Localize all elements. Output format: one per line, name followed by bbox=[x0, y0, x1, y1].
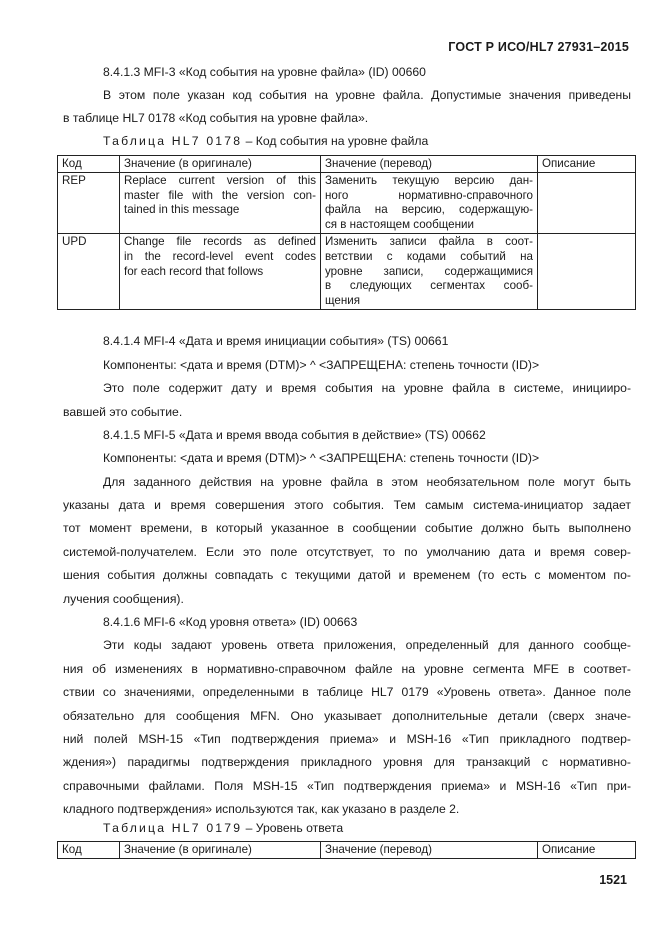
paragraph-line: обязательно для сообщения MFN. Оно указывает дополнительные детали (сверх значе- bbox=[63, 709, 631, 723]
table-caption-prefix: Таблица HL7 0178 bbox=[103, 134, 243, 148]
table-caption bbox=[103, 818, 343, 838]
cell-description bbox=[538, 172, 636, 233]
table-caption bbox=[103, 131, 428, 151]
column-header: Значение (в оригинале) bbox=[120, 842, 321, 859]
paragraph-line: шения события должны совпадать с текущими датой и временем (то есть с моментом по- bbox=[63, 568, 631, 582]
cell-line: ветствии с кодами событий на bbox=[325, 249, 533, 263]
paragraph-line: кладного подтверждения» используются так, как указано в разделе 2. bbox=[63, 802, 460, 816]
paragraph-line: тот момент времени, в который указанное в сообщении событие должно быть выполнено bbox=[63, 521, 631, 535]
paragraph-line: В этом поле указан код события на уровне файла. Допустимые значения приведены bbox=[103, 88, 631, 102]
cell-code: REP bbox=[58, 172, 120, 233]
table-caption-text: – Уровень ответа bbox=[242, 821, 344, 835]
cell-line: master file with the version con- bbox=[124, 188, 316, 202]
cell-line: Заменить текущую версию дан- bbox=[325, 173, 533, 187]
section-heading-8414: 8.4.1.4 MFI-4 «Дата и время инициации события» (TS) 00661 bbox=[103, 334, 449, 348]
paragraph-line: указаны дата и время совершения этого события. Тем самым система-инициатор задает bbox=[63, 498, 631, 512]
cell-line: ся в настоящем сообщении bbox=[325, 218, 474, 232]
cell-original bbox=[120, 233, 321, 309]
cell-line: ного нормативно-справочного bbox=[325, 188, 533, 202]
column-header: Код bbox=[58, 156, 120, 173]
cell-translation bbox=[321, 233, 538, 309]
page-number: 1521 bbox=[599, 873, 627, 887]
table-row bbox=[58, 172, 636, 233]
paragraph-line: Эти коды задают уровень ответа приложения, определенный для данного сообще- bbox=[103, 638, 631, 652]
components-line: Компоненты: <дата и время (DTM)> ^ <ЗАПРЕЩЕНА: степень точности (ID)> bbox=[103, 358, 540, 372]
paragraph-line: Для заданного действия на уровне файла в этом необязательном поле могут быть bbox=[103, 475, 631, 489]
paragraph-line: вавшей это событие. bbox=[63, 405, 183, 419]
cell-description bbox=[538, 233, 636, 309]
column-header: Код bbox=[58, 842, 120, 859]
table-header-row bbox=[58, 842, 636, 859]
paragraph-line: лучения сообщения). bbox=[63, 592, 184, 606]
cell-translation bbox=[321, 172, 538, 233]
paragraph-line: Это поле содержит дату и время события на уровне файла в системе, иницииро- bbox=[103, 381, 631, 395]
table-hl7-0179 bbox=[57, 841, 636, 859]
cell-line: tained in this message bbox=[124, 203, 240, 217]
section-heading-8415: 8.4.1.5 MFI-5 «Дата и время ввода события в действие» (TS) 00662 bbox=[103, 428, 486, 442]
components-line: Компоненты: <дата и время (DTM)> ^ <ЗАПРЕЩЕНА: степень точности (ID)> bbox=[103, 451, 540, 465]
column-header: Значение (в оригинале) bbox=[120, 156, 321, 173]
paragraph-line: в таблице HL7 0178 «Код события на уровне файла». bbox=[63, 111, 369, 125]
table-row bbox=[58, 233, 636, 309]
column-header: Значение (перевод) bbox=[321, 156, 538, 173]
table-caption-text: – Код события на уровне файла bbox=[242, 134, 429, 148]
section-heading-8413: 8.4.1.3 MFI-3 «Код события на уровне файла» (ID) 00660 bbox=[103, 65, 426, 79]
table-header-row bbox=[58, 156, 636, 173]
column-header: Описание bbox=[538, 842, 636, 859]
paragraph-line: справочными файлами. Поля MSH-15 «Тип подтверждения приема» и MSH-16 «Тип при- bbox=[63, 779, 631, 793]
section-heading-8416: 8.4.1.6 MFI-6 «Код уровня ответа» (ID) 00663 bbox=[103, 615, 358, 629]
cell-original bbox=[120, 172, 321, 233]
cell-line: Change file records as defined bbox=[124, 234, 316, 248]
cell-line: Изменить записи файла в соот- bbox=[325, 234, 533, 248]
cell-line: файла на версию, содержащую- bbox=[325, 203, 533, 217]
cell-line: уровне записи, содержащимися bbox=[325, 264, 533, 278]
cell-line: щения bbox=[325, 294, 361, 308]
column-header: Значение (перевод) bbox=[321, 842, 538, 859]
table-hl7-0178 bbox=[57, 155, 636, 310]
cell-line: in the record-level event codes bbox=[124, 249, 316, 263]
paragraph-line: ния об изменениях в нормативно-справочном файле на уровне сегмента MFE в соответ- bbox=[63, 662, 631, 676]
paragraph-line: ний полей MSH-15 «Тип подтверждения приема» и MSH-16 «Тип прикладного подтвер- bbox=[63, 732, 631, 746]
table-caption-prefix: Таблица HL7 0179 bbox=[103, 821, 243, 835]
cell-line: for each record that follows bbox=[124, 264, 264, 278]
cell-code: UPD bbox=[58, 233, 120, 309]
cell-line: в следующих сегментах сооб- bbox=[325, 279, 533, 293]
column-header: Описание bbox=[538, 156, 636, 173]
cell-line: Replace current version of this bbox=[124, 173, 316, 187]
paragraph-line: ствии со значениями, определенными в таблице HL7 0179 «Уровень ответа». Данное поле bbox=[63, 685, 631, 699]
document-header: ГОСТ Р ИСО/HL7 27931–2015 bbox=[448, 40, 629, 54]
paragraph-line: системой-получателем. Если это поле отсутствует, то по умолчанию дата и время совер- bbox=[63, 545, 631, 559]
paragraph-line: ждения») парадигмы подтверждения прикладного уровня для транзакций с нормативно- bbox=[63, 755, 631, 769]
